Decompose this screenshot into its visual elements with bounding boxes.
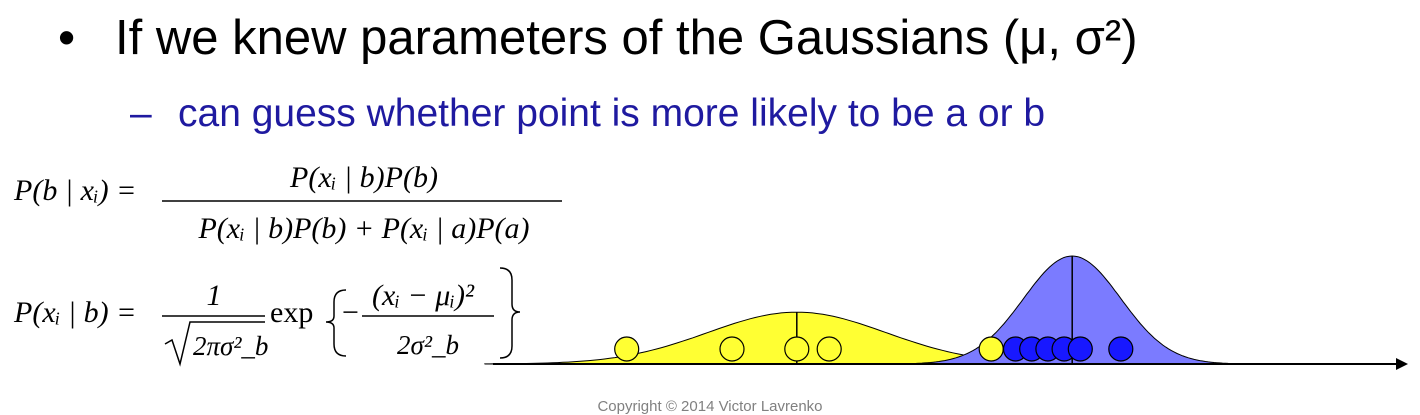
- gauss-lhs: P(xᵢ | b) =: [14, 296, 137, 329]
- bullet-text: If we knew parameters of the Gaussians (μ, σ²): [115, 11, 1138, 65]
- gauss-minus: −: [340, 296, 361, 329]
- data-point-b-6: [1109, 337, 1133, 361]
- data-point-a-1: [615, 337, 639, 361]
- sub-bullet-dash: –: [130, 92, 152, 135]
- bayes-lhs: P(b | xᵢ) =: [14, 174, 137, 207]
- gauss-coef-denominator: 2πσ²_b: [193, 331, 269, 361]
- x-axis-arrow-icon: [1396, 358, 1408, 370]
- bayes-equation: [13, 161, 562, 245]
- gauss-exp: exp: [270, 296, 314, 329]
- bullet-dot-icon: •: [58, 11, 76, 65]
- right-brace-icon: [500, 268, 520, 358]
- data-point-a-3: [785, 337, 809, 361]
- data-point-a-4: [817, 337, 841, 361]
- gauss-inner-denominator: 2σ²_b: [397, 330, 459, 360]
- bayes-numerator: P(xᵢ | b)P(b): [290, 161, 438, 194]
- bayes-denominator: P(xᵢ | b)P(b) + P(xᵢ | a)P(a): [198, 212, 530, 245]
- gaussian-equation: [13, 268, 520, 364]
- data-point-a-5: [979, 337, 1003, 361]
- points-b: [1004, 337, 1133, 361]
- copyright-footer: Copyright © 2014 Victor Lavrenko: [597, 398, 823, 415]
- sub-bullet-text: can guess whether point is more likely to be a or b: [178, 92, 1046, 135]
- data-point-a-2: [720, 337, 744, 361]
- gauss-inner-numerator: (xᵢ − μᵢ)²: [371, 279, 475, 312]
- gauss-coef-numerator: 1: [206, 279, 222, 312]
- data-point-b-5: [1068, 337, 1092, 361]
- gaussian-plot: [485, 256, 1408, 370]
